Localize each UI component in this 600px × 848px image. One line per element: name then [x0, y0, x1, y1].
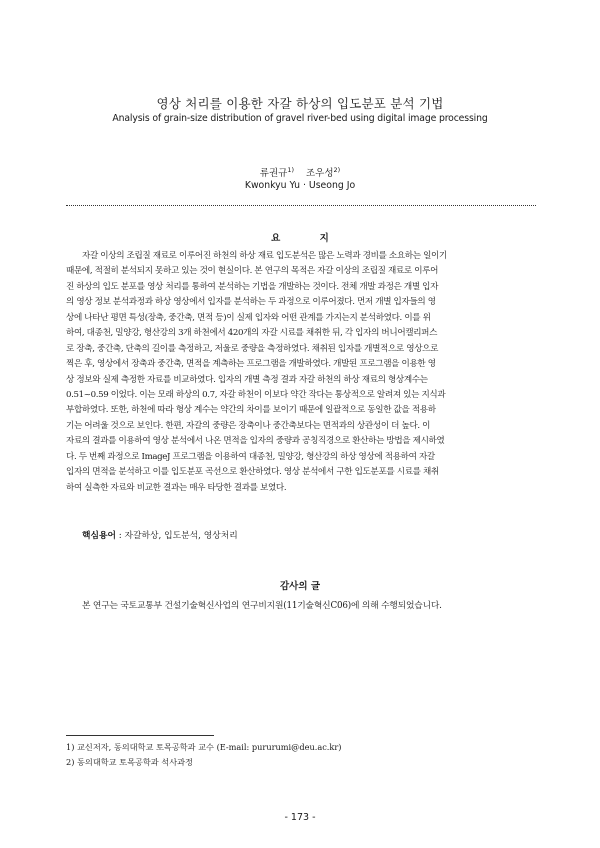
abstract-line: 입자의 면적을 분석하고 이를 입도분포 곡선으로 환산하였다. 영상 분석에서 구한 입도분포를 시료를 채취 [66, 467, 439, 478]
author-names-english: Kwonkyu Yu · Useong Jo [244, 180, 356, 191]
author-footnote-mark: 2) [333, 166, 341, 174]
author-name: 류권규 [259, 168, 288, 179]
abstract-line: 상 정보와 실제 측정한 자료를 비교하였다. 입자의 개별 측정 결과 자갈 하천의 하상 재료의 형상계수는 [66, 374, 428, 385]
keywords-text: : 자갈하상, 입도분석, 영상처리 [116, 531, 238, 541]
footnote: 1) 교신저자, 동의대학교 토목공학과 교수 (E-mail: pururumi@deu.ac.kr) [66, 742, 342, 752]
abstract-line: 하여, 대종천, 밀양강, 형산강의 3개 하천에서 420개의 자갈 시료를 채취한 뒤, 각 입자의 버니어캘리퍼스 [66, 328, 438, 339]
abstract-line: 부합하였다. 또한, 하천에 따라 형상 계수는 약간의 차이를 보이기 때문에 일괄적으로 동일한 값을 적용하 [66, 405, 436, 416]
paper-title-english: Analysis of grain-size distribution of gravel river-bed using digital image processing [112, 113, 488, 124]
abstract-line: 찍은 후, 영상에서 장축과 중간축, 면적을 계측하는 프로그램을 개발하였다. 개발된 프로그램을 이용한 영 [66, 359, 436, 370]
footnote-divider [66, 735, 214, 736]
author-names-korean [0, 165, 600, 179]
abstract-body [66, 249, 536, 496]
abstract-line: 다. 두 번째 과정으로 ImageJ 프로그램을 이용하여 대종천, 밀양강, 형산강의 하상 영상에 적용하여 자갈 [66, 451, 435, 462]
abstract-line: 하여 실측한 자료와 비교한 결과는 매우 타당한 결과를 보였다. [66, 482, 287, 493]
abstract-line: 기는 어려울 것으로 보인다. 한편, 자갈의 중량은 장축이나 중간축보다는 면적과의 상관성이 더 높다. 이 [66, 420, 431, 431]
author-name: 조우성 [306, 168, 334, 179]
abstract-line: 의 영상 정보 분석과정과 하상 영상에서 입자를 분석하는 두 과정으로 이루어졌다. 먼저 개별 입자들의 영 [66, 297, 436, 308]
header-divider [66, 205, 536, 206]
paper-title-korean: 영상 처리를 이용한 자갈 하상의 입도분포 분석 기법 [156, 96, 444, 111]
acknowledgement-heading: 감사의 글 [279, 581, 320, 592]
abstract-line: 0.51~0.59 이었다. 이는 모래 하상의 0.7, 자갈 하천이 이보다 약간 작다는 통상적으로 알려져 있는 지식과 [66, 389, 446, 400]
abstract-line: 상에 나타난 평면 특성(장축, 중간축, 면적 등)이 실제 입자와 어떤 관계를 가지는지 분석하였다. 이를 위 [66, 312, 431, 323]
keywords [82, 528, 238, 541]
abstract-line: 자료의 결과를 이용하여 영상 분석에서 나온 면적을 입자의 중량과 공칭직경으로 환산하는 방법을 제시하였 [66, 436, 445, 447]
page-number: - 173 - [284, 812, 316, 823]
footnotes [66, 740, 341, 770]
abstract-line: 자갈 이상의 조립질 재료로 이루어진 하천의 하상 재료 입도분석은 많은 노력과 경비를 소요하는 일이기 [82, 251, 447, 261]
abstract-line: 진 하상의 입도 분포를 영상 처리를 통하여 분석하는 기법을 개발하는 것이다. 전체 개발 과정은 개별 입자 [66, 281, 439, 292]
footnote: 2) 동의대학교 토목공학과 석사과정 [66, 757, 193, 767]
abstract-line: 때문에, 적절히 분석되지 못하고 있는 것이 현실이다. 본 연구의 목적은 자갈 이상의 조립질 재료로 이루어 [66, 266, 439, 277]
abstract-heading: 요 지 [271, 233, 347, 244]
author-footnote-mark: 1) [287, 166, 294, 174]
acknowledgement-text: 본 연구는 국토교통부 건설기술혁신사업의 연구비지원(11기술혁신C06)에 의해 수행되었습니다. [82, 601, 442, 611]
keywords-label: 핵심용어 [82, 531, 116, 541]
abstract-line: 로 장축, 중간축, 단축의 길이를 측정하고, 저울로 중량을 측정하였다. 채취된 입자를 개별적으로 영상으로 [66, 343, 439, 354]
